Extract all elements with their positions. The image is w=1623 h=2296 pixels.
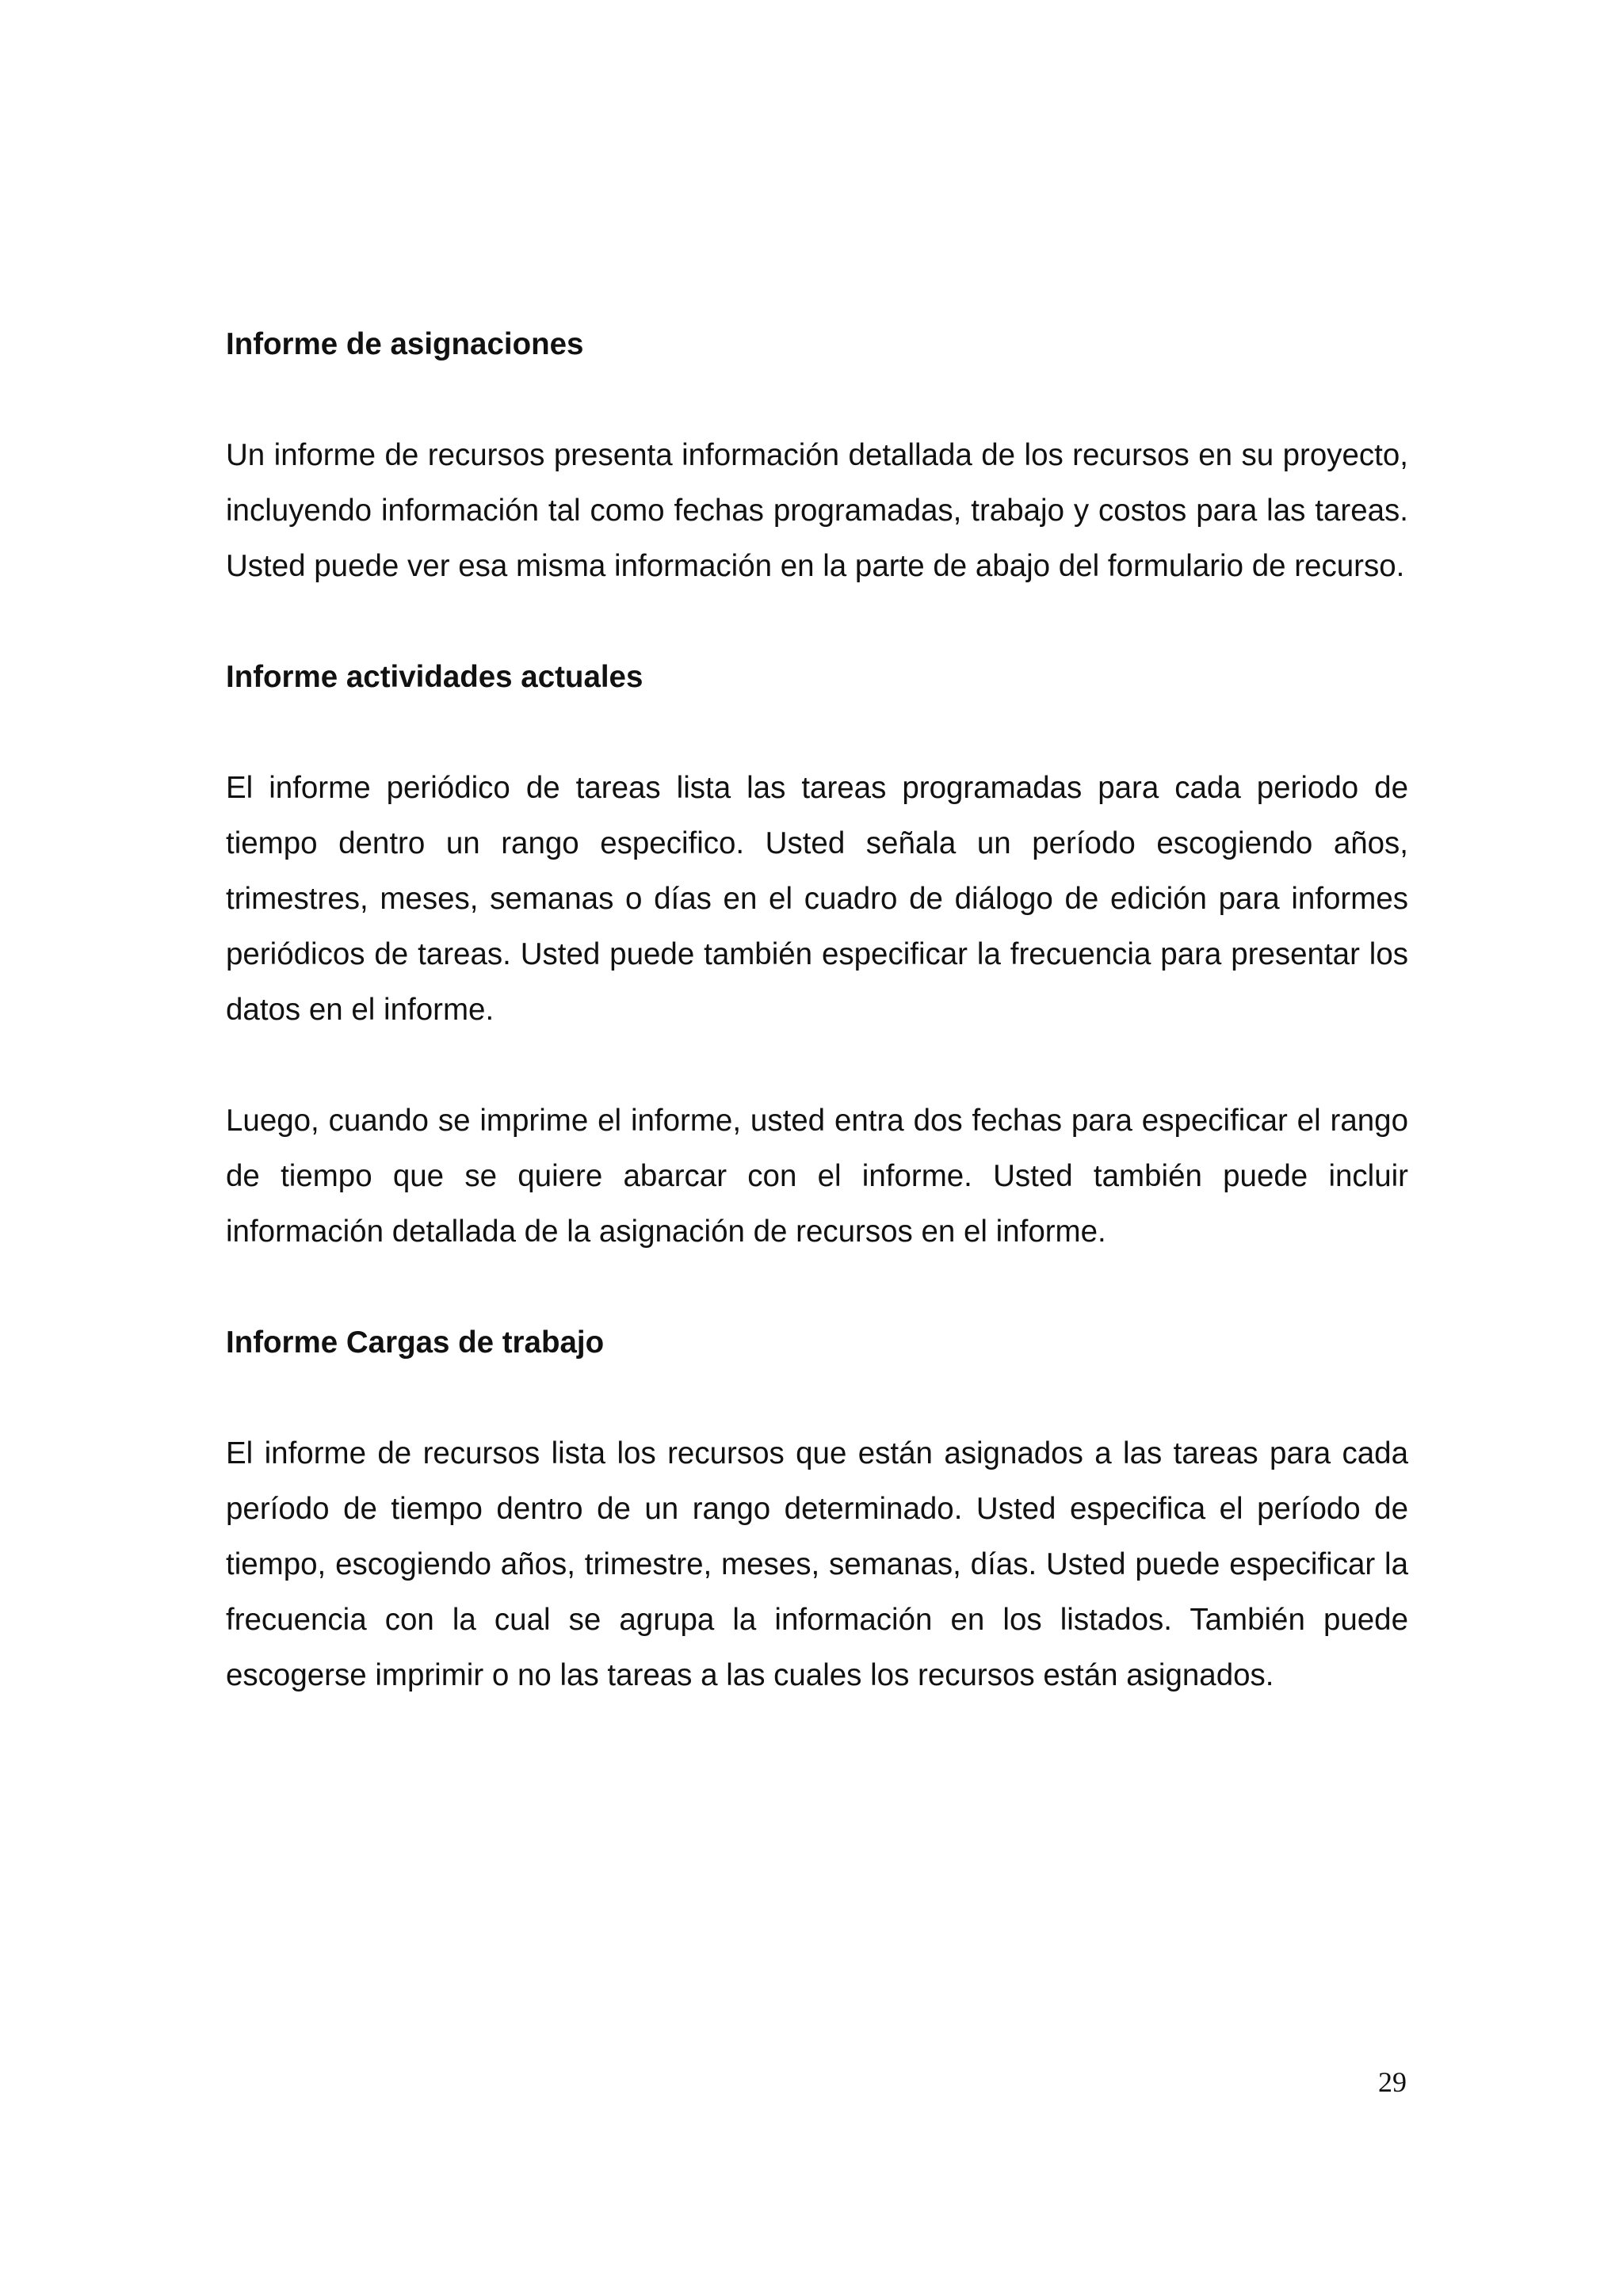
spacer bbox=[226, 594, 1408, 650]
spacer bbox=[226, 1038, 1408, 1093]
page-content bbox=[226, 317, 1408, 1703]
paragraph-actividades-1: El informe periódico de tareas lista las tareas programadas para cada periodo de tiempo dentro un rango especifico. Usted señala un período escogiendo años, trimestres, meses, semanas o días en el cuadro de diálogo de edición para informes periódicos de tareas. Usted puede también especificar la frecuencia para presentar los datos en el informe. bbox=[226, 771, 1408, 1027]
page-number: 29 bbox=[1378, 2066, 1407, 2098]
paragraph-asignaciones: Un informe de recursos presenta información detallada de los recursos en su proyecto, incluyendo información tal como fechas programadas, trabajo y costos para las tareas. Usted puede ver esa misma información en la parte de abajo del formulario de recurso. bbox=[226, 438, 1408, 583]
section-heading-cargas: Informe Cargas de trabajo bbox=[226, 1325, 605, 1360]
spacer bbox=[226, 1371, 1408, 1426]
spacer bbox=[226, 705, 1408, 761]
paragraph-cargas: El informe de recursos lista los recursos que están asignados a las tareas para cada período de tiempo dentro de un rango determinado. Usted especifica el período de tiempo, escogiendo años, trimestre, meses, semanas, días. Usted puede especificar la frecuencia con la cual se agrupa la información en los listados. También puede escogerse imprimir o no las tareas a las cuales los recursos están asignados. bbox=[226, 1436, 1408, 1692]
spacer bbox=[226, 372, 1408, 428]
spacer bbox=[226, 1260, 1408, 1315]
section-heading-asignaciones: Informe de asignaciones bbox=[226, 327, 584, 361]
paragraph-actividades-2: Luego, cuando se imprime el informe, usted entra dos fechas para especificar el rango de tiempo que se quiere abarcar con el informe. Usted también puede incluir información detallada de la asignación de recursos en el informe. bbox=[226, 1104, 1408, 1249]
section-heading-actividades: Informe actividades actuales bbox=[226, 660, 643, 694]
